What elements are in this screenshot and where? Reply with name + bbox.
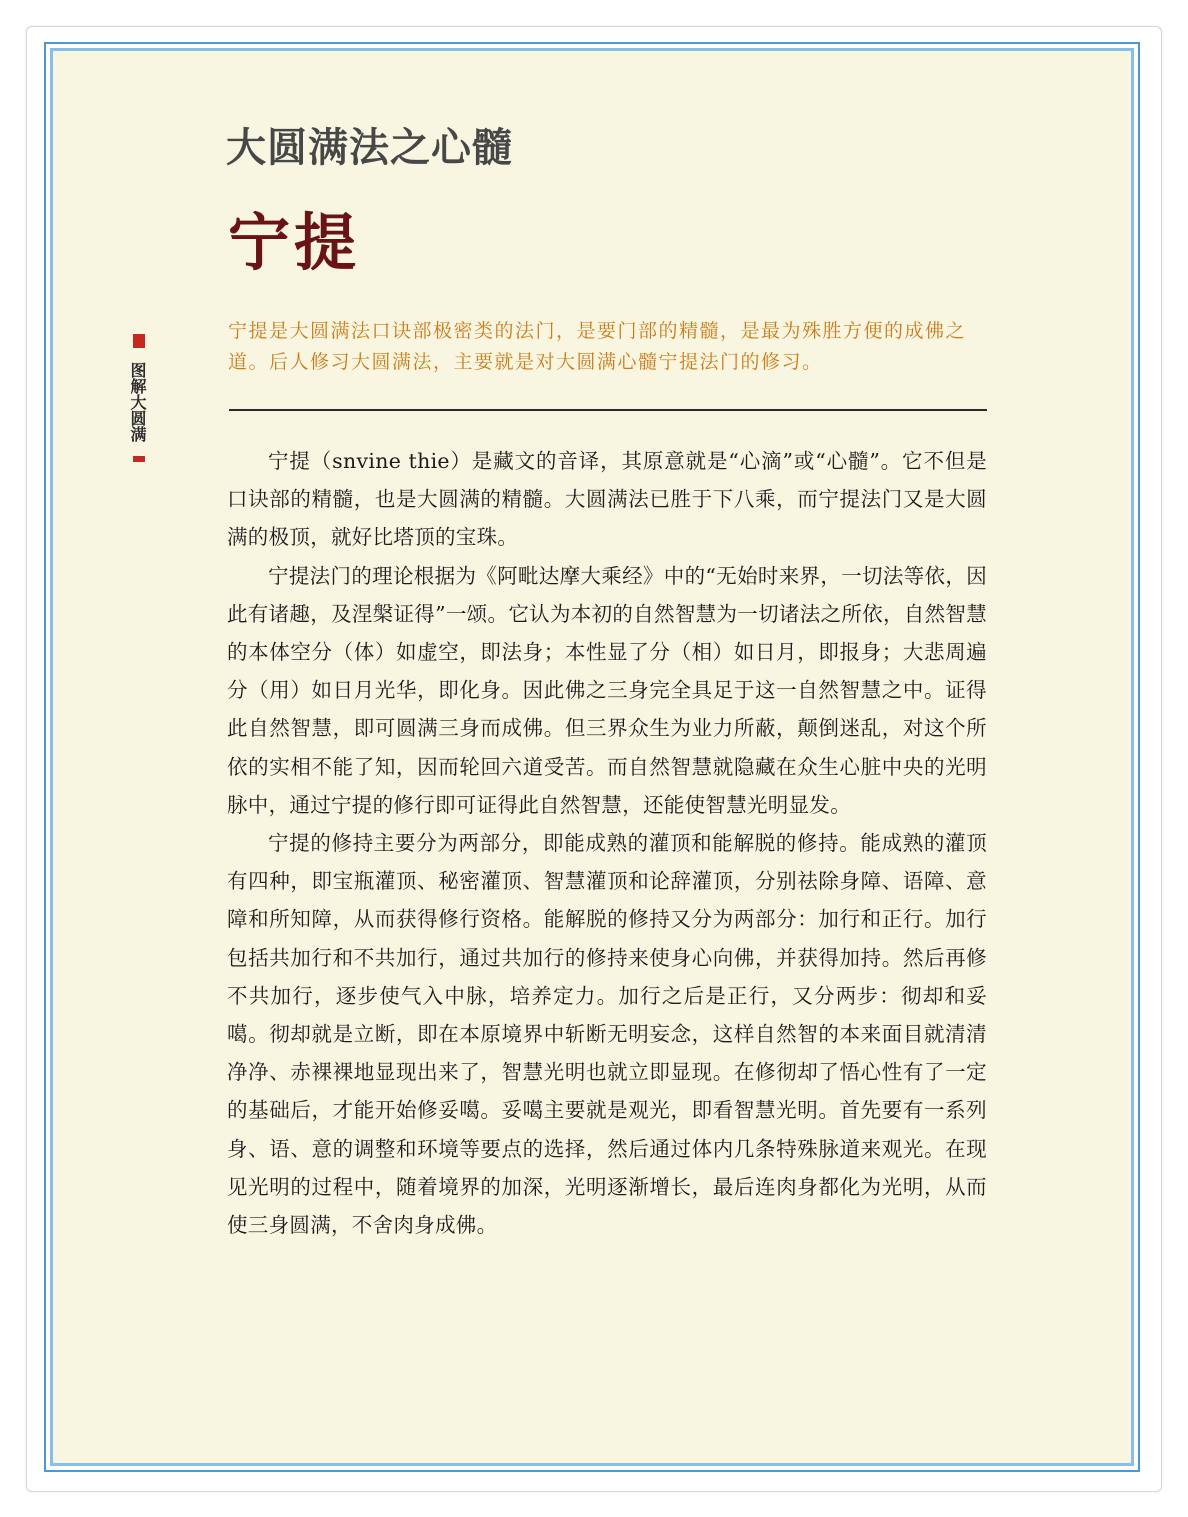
body-paragraph-3: 宁提的修持主要分为两部分，即能成熟的灌顶和能解脱的修持。能成熟的灌顶有四种，即宝瓶灌顶、秘密灌顶、智慧灌顶和论辞灌顶，分别祛除身障、语障、意障和所知障，从而获得修行资格。能解脱的修持又分为两部分：加行和正行。加行包括共加行和不共加行，通过共加行的修持来使身心向佛，并获得加持。然后再修不共加行，逐步使气入中脉，培养定力。加行之后是正行，又分两步：彻却和妥噶。彻却就是立断，即在本原境界中斩断无明妄念，这样自然智的本来面目就清清净净、赤裸裸地显现出来了，智慧光明也就立即显现。在修彻却了悟心性有了一定的基础后，才能开始修妥噶。妥噶主要就是观光，即看智慧光明。首先要有一系列身、语、意的调整和环境等要点的选择，然后通过体内几条特殊脉道来观光。在现见光明的过程中，随着境界的加深，光明逐渐增长，最后连肉身都化为光明，从而使三身圆满，不舍肉身成佛。 (227, 831, 987, 1238)
body-paragraph-2: 宁提法门的理论根据为《阿毗达摩大乘经》中的“无始时来界，一切法等依，因此有诸趣，及涅槃证得”一颂。它认为本初的自然智慧为一切诸法之所依，自然智慧的本体空分（体）如虚空，即法身；本性显了分（相）如日月，即报身；大悲周遍分（用）如日月光华，即化身。因此佛之三身完全具足于这一自然智慧之中。证得此自然智慧，即可圆满三身而成佛。但三界众生为业力所蔽，颠倒迷乱，对这个所依的实相不能了知，因而轮回六道受苦。而自然智慧就隐藏在众生心脏中央的光明脉中，通过宁提的修行即可证得此自然智慧，还能使智慧光明显发。 (227, 563, 987, 817)
side-tab-label: 图解大圆满 (128, 362, 147, 442)
body-paragraph-1: 宁提（snvine thie）是藏文的音译，其原意就是“心滴”或“心髓”。它不但是口诀部的精髓，也是大圆满的精髓。大圆满法已胜于下八乘，而宁提法门又是大圆满的极顶，就好比塔顶的宝珠。 (227, 449, 987, 550)
side-tab (128, 334, 150, 462)
section-divider (229, 409, 987, 411)
series-title: 大圆满法之心髓 (226, 125, 513, 171)
side-mark-bottom (133, 456, 145, 462)
side-mark-top (133, 334, 145, 348)
chapter-title: 宁提 (228, 206, 361, 279)
body-text (227, 442, 987, 1244)
intro-paragraph: 宁提是大圆满法口诀部极密类的法门，是要门部的精髓，是最为殊胜方便的成佛之道。后人修习大圆满法，主要就是对大圆满心髓宁提法门的修习。 (228, 320, 967, 373)
